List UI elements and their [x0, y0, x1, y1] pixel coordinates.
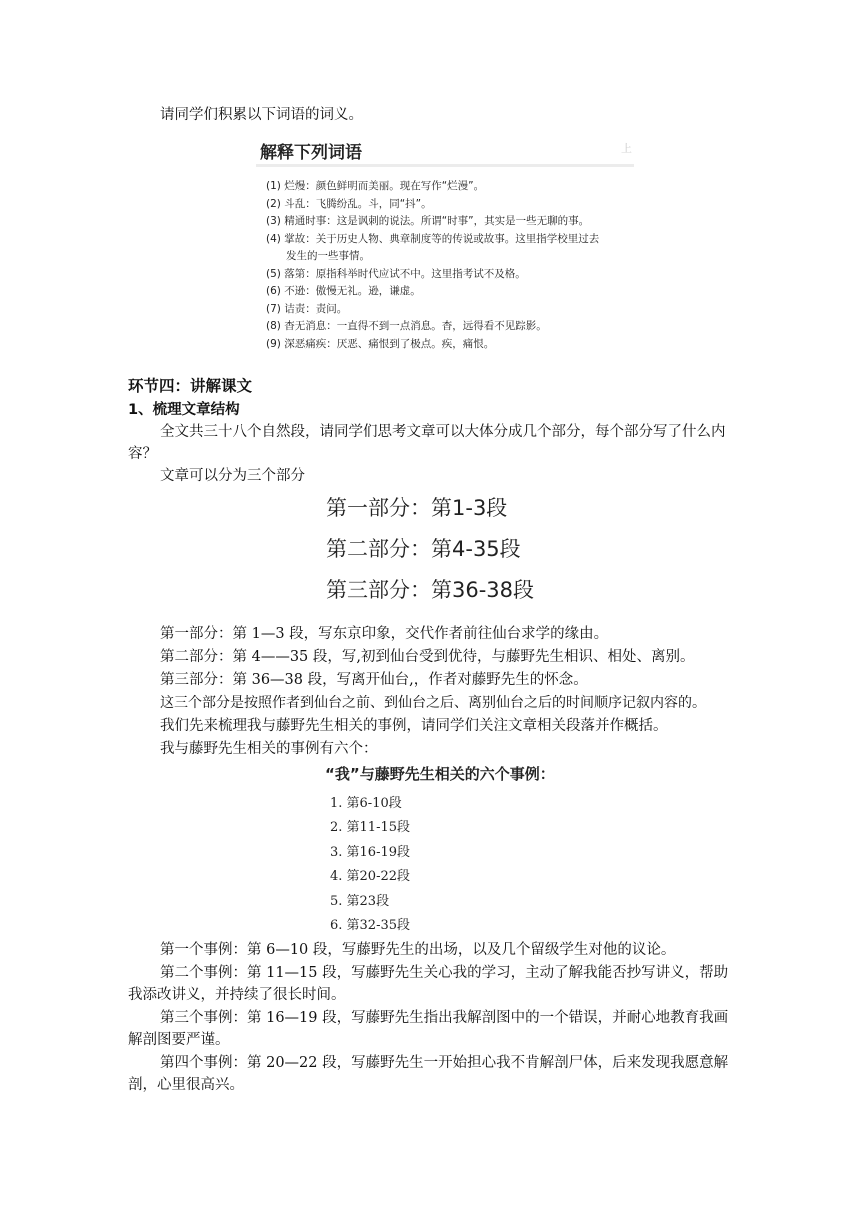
event-item: 4. 第20-22段: [330, 869, 411, 885]
paragraph: 这三个部分是按照作者到仙台之前、到仙台之后、离别仙台之后的时间顺序记叙内容的。: [160, 695, 706, 711]
part-description: 第三部分：第 36—38 段，写离开仙台,，作者对藤野先生的怀念。: [160, 672, 588, 688]
vocab-divider: [256, 164, 634, 167]
vocab-item: (1) 烂熳：颜色鲜明而美丽。现在写作“烂漫”。: [266, 180, 485, 192]
event-item: 6. 第32-35段: [330, 917, 411, 933]
vocab-figure: [256, 134, 634, 350]
vocab-item: (3) 精通时事：这是讽刺的说法。所谓“时事”，其实是一些无聊的事。: [266, 215, 590, 227]
parts-figure: [326, 490, 534, 613]
vocab-item: (7) 诘责：责问。: [266, 302, 348, 315]
part-line: 第二部分：第4-35段: [326, 537, 521, 561]
part-line: 第一部分：第1-3段: [326, 496, 508, 520]
paragraph: 全文共三十八个自然段，请同学们思考文章可以大体分成几个部分，每个部分写了什么内容？: [128, 424, 726, 462]
example-paragraph: 第四个事例：第 20—22 段，写藤野先生一开始担心我不肯解剖尸体，后来发现我愿意解剖，心里很高兴。: [128, 1055, 729, 1093]
vocab-item: (2) 斗乱：飞腾纷乱。斗，同“抖”。: [266, 197, 432, 210]
vocab-corner-mark: 上: [621, 142, 632, 155]
paragraph: 我们先来梳理我与藤野先生相关的事例，请同学们关注文章相关段落并作概括。: [160, 718, 668, 734]
example-paragraph: 第二个事例：第 11—15 段，写藤野先生关心我的学习，主动了解我能否抄写讲义，帮助我添改讲义，并持续了很长时间。: [128, 965, 729, 1003]
paragraph: 文章可以分为三个部分: [160, 468, 305, 484]
paragraph: 我与藤野先生相关的事例有六个：: [160, 741, 378, 757]
part-description: 第二部分：第 4——35 段，写,初到仙台受到优待，与藤野先生相识、相处、离别。: [160, 649, 695, 665]
vocab-item: 发生的一些事情。: [286, 250, 370, 262]
part-line: 第三部分：第36-38段: [326, 578, 535, 602]
vocab-title: 解释下列词语: [260, 143, 362, 163]
vocab-item: (9) 深恶痛疾：厌恶、痛恨到了极点。疾，痛恨。: [266, 337, 495, 350]
vocab-item: (6) 不逊：傲慢无礼。逊，谦虚。: [266, 285, 421, 297]
event-item: 3. 第16-19段: [330, 844, 411, 860]
event-item: 5. 第23段: [330, 893, 390, 909]
event-item: 2. 第11-15段: [330, 820, 411, 836]
example-paragraph: 第一个事例：第 6—10 段，写藤野先生的出场，以及几个留级学生对他的议论。: [160, 942, 676, 958]
event-item: 1. 第6-10段: [330, 796, 402, 811]
sub-heading: 1、梳理文章结构: [128, 402, 240, 418]
example-paragraph: 第三个事例：第 16—19 段，写藤野先生指出我解剖图中的一个错误，并耐心地教育我画解剖图要严谨。: [128, 1010, 729, 1048]
section-heading: 环节四：讲解课文: [128, 377, 253, 395]
events-list: [330, 793, 410, 939]
vocab-item: (8) 杳无消息：一直得不到一点消息。杳，远得看不见踪影。: [266, 320, 547, 332]
events-title: “我”与藤野先生相关的六个事例：: [325, 765, 555, 783]
vocab-list: [266, 178, 599, 353]
vocab-item: (5) 落第：原指科举时代应试不中。这里指考试不及格。: [266, 267, 526, 280]
intro-text: 请同学们积累以下词语的词义。: [160, 107, 363, 123]
part-description: 第一部分：第 1—3 段，写东京印象，交代作者前往仙台求学的缘由。: [160, 626, 609, 642]
vocab-item: (4) 掌故：关于历史人物、典章制度等的传说或故事。这里指学校里过去: [266, 232, 600, 245]
